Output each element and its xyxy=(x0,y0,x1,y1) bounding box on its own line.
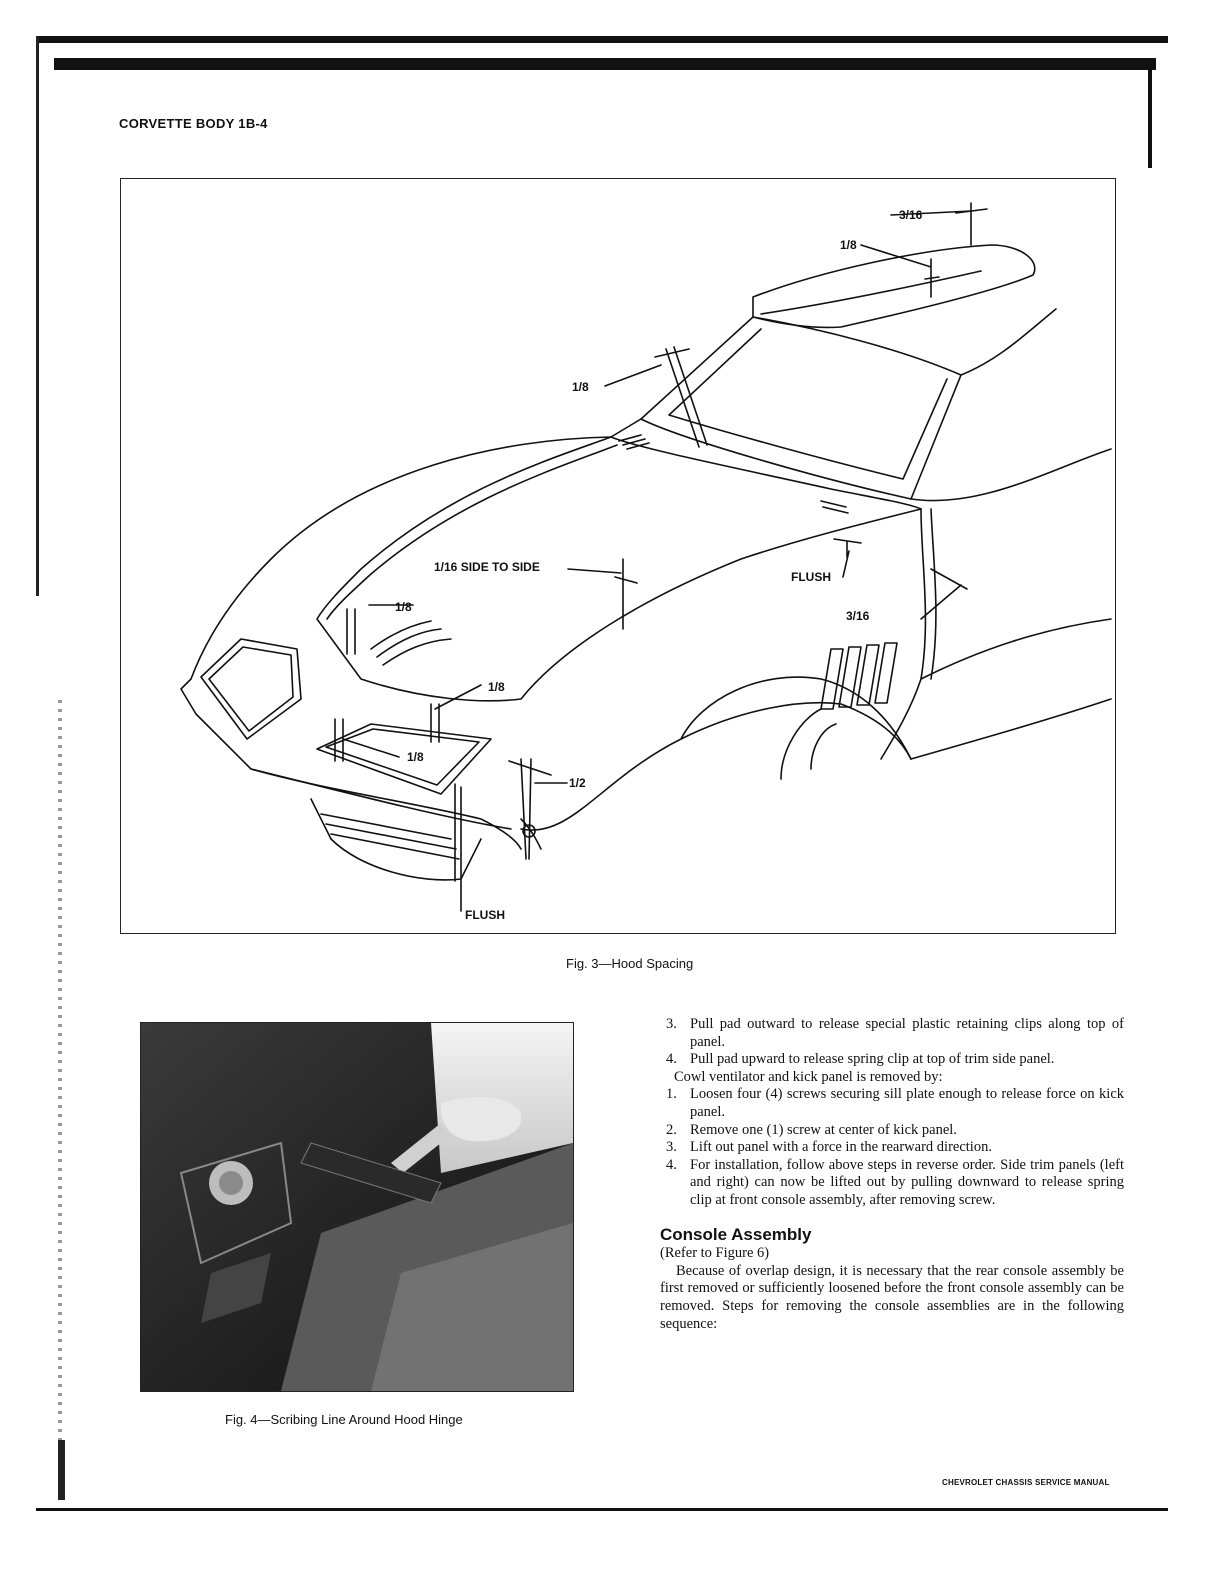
right-edge-mark xyxy=(1148,58,1152,168)
label-door-3-16: 3/16 xyxy=(846,609,870,623)
label-front-mid-1-8: 1/8 xyxy=(488,680,505,694)
label-cowl-1-8: 1/8 xyxy=(572,380,589,394)
label-corner-1-2: 1/2 xyxy=(569,776,586,790)
hood-hinge-photo xyxy=(140,1022,574,1392)
list-item: 2. Remove one (1) screw at center of kick panel. xyxy=(666,1121,957,1138)
footer: CHEVROLET CHASSIS SERVICE MANUAL xyxy=(942,1478,1110,1487)
body-text-column xyxy=(660,1016,1124,1333)
scan-edge-block xyxy=(58,1440,65,1500)
bottom-rule xyxy=(36,1508,1168,1511)
label-front-left-1-8: 1/8 xyxy=(395,600,412,614)
figure-reference: (Refer to Figure 6) xyxy=(660,1245,770,1262)
top-rule-inner xyxy=(54,58,1156,70)
label-lamp-1-8: 1/8 xyxy=(407,750,424,764)
list-item: 4. Pull pad upward to release spring clip at top of trim side panel. xyxy=(666,1051,1055,1068)
top-rule xyxy=(36,36,1168,43)
label-top-3-16: 3/16 xyxy=(899,208,923,222)
list-item: 3. Pull pad outward to release special plastic retaining clips along top of panel. xyxy=(666,1016,1124,1050)
section-heading: Console Assembly xyxy=(660,1224,812,1244)
scan-edge-artifact xyxy=(58,700,62,1500)
label-top-1-8: 1/8 xyxy=(840,238,857,252)
running-head: CORVETTE BODY 1B-4 xyxy=(119,116,268,131)
left-edge-mark xyxy=(36,36,39,596)
figure-3-caption: Fig. 3—Hood Spacing xyxy=(566,956,694,971)
list-item: 4. For installation, follow above steps in reverse order. Side trim panels (left and right) can now be lifted out by pulling downward to release spring clip at front console assembly, after removing screw. xyxy=(666,1156,1124,1208)
figure-4-caption: Fig. 4—Scribing Line Around Hood Hinge xyxy=(225,1412,463,1427)
hood-spacing-illustration xyxy=(121,179,1115,933)
list-item: 3. Lift out panel with a force in the rearward direction. xyxy=(666,1139,992,1156)
cowl-ventilator-line: Cowl ventilator and kick panel is removed by: xyxy=(674,1068,943,1085)
label-flush-bottom: FLUSH xyxy=(465,908,505,922)
label-flush-fender: FLUSH xyxy=(791,570,831,584)
body-paragraph: Because of overlap design, it is necessary that the rear console assembly be first removed or sufficiently loosened before the front console assembly can be removed. Steps for removing the console assemblies are in the following sequence: xyxy=(660,1262,1124,1332)
list-item: 1. Loosen four (4) screws securing sill plate enough to release force on kick panel. xyxy=(666,1086,1124,1120)
label-side-to-side: 1/16 SIDE TO SIDE xyxy=(434,560,540,574)
